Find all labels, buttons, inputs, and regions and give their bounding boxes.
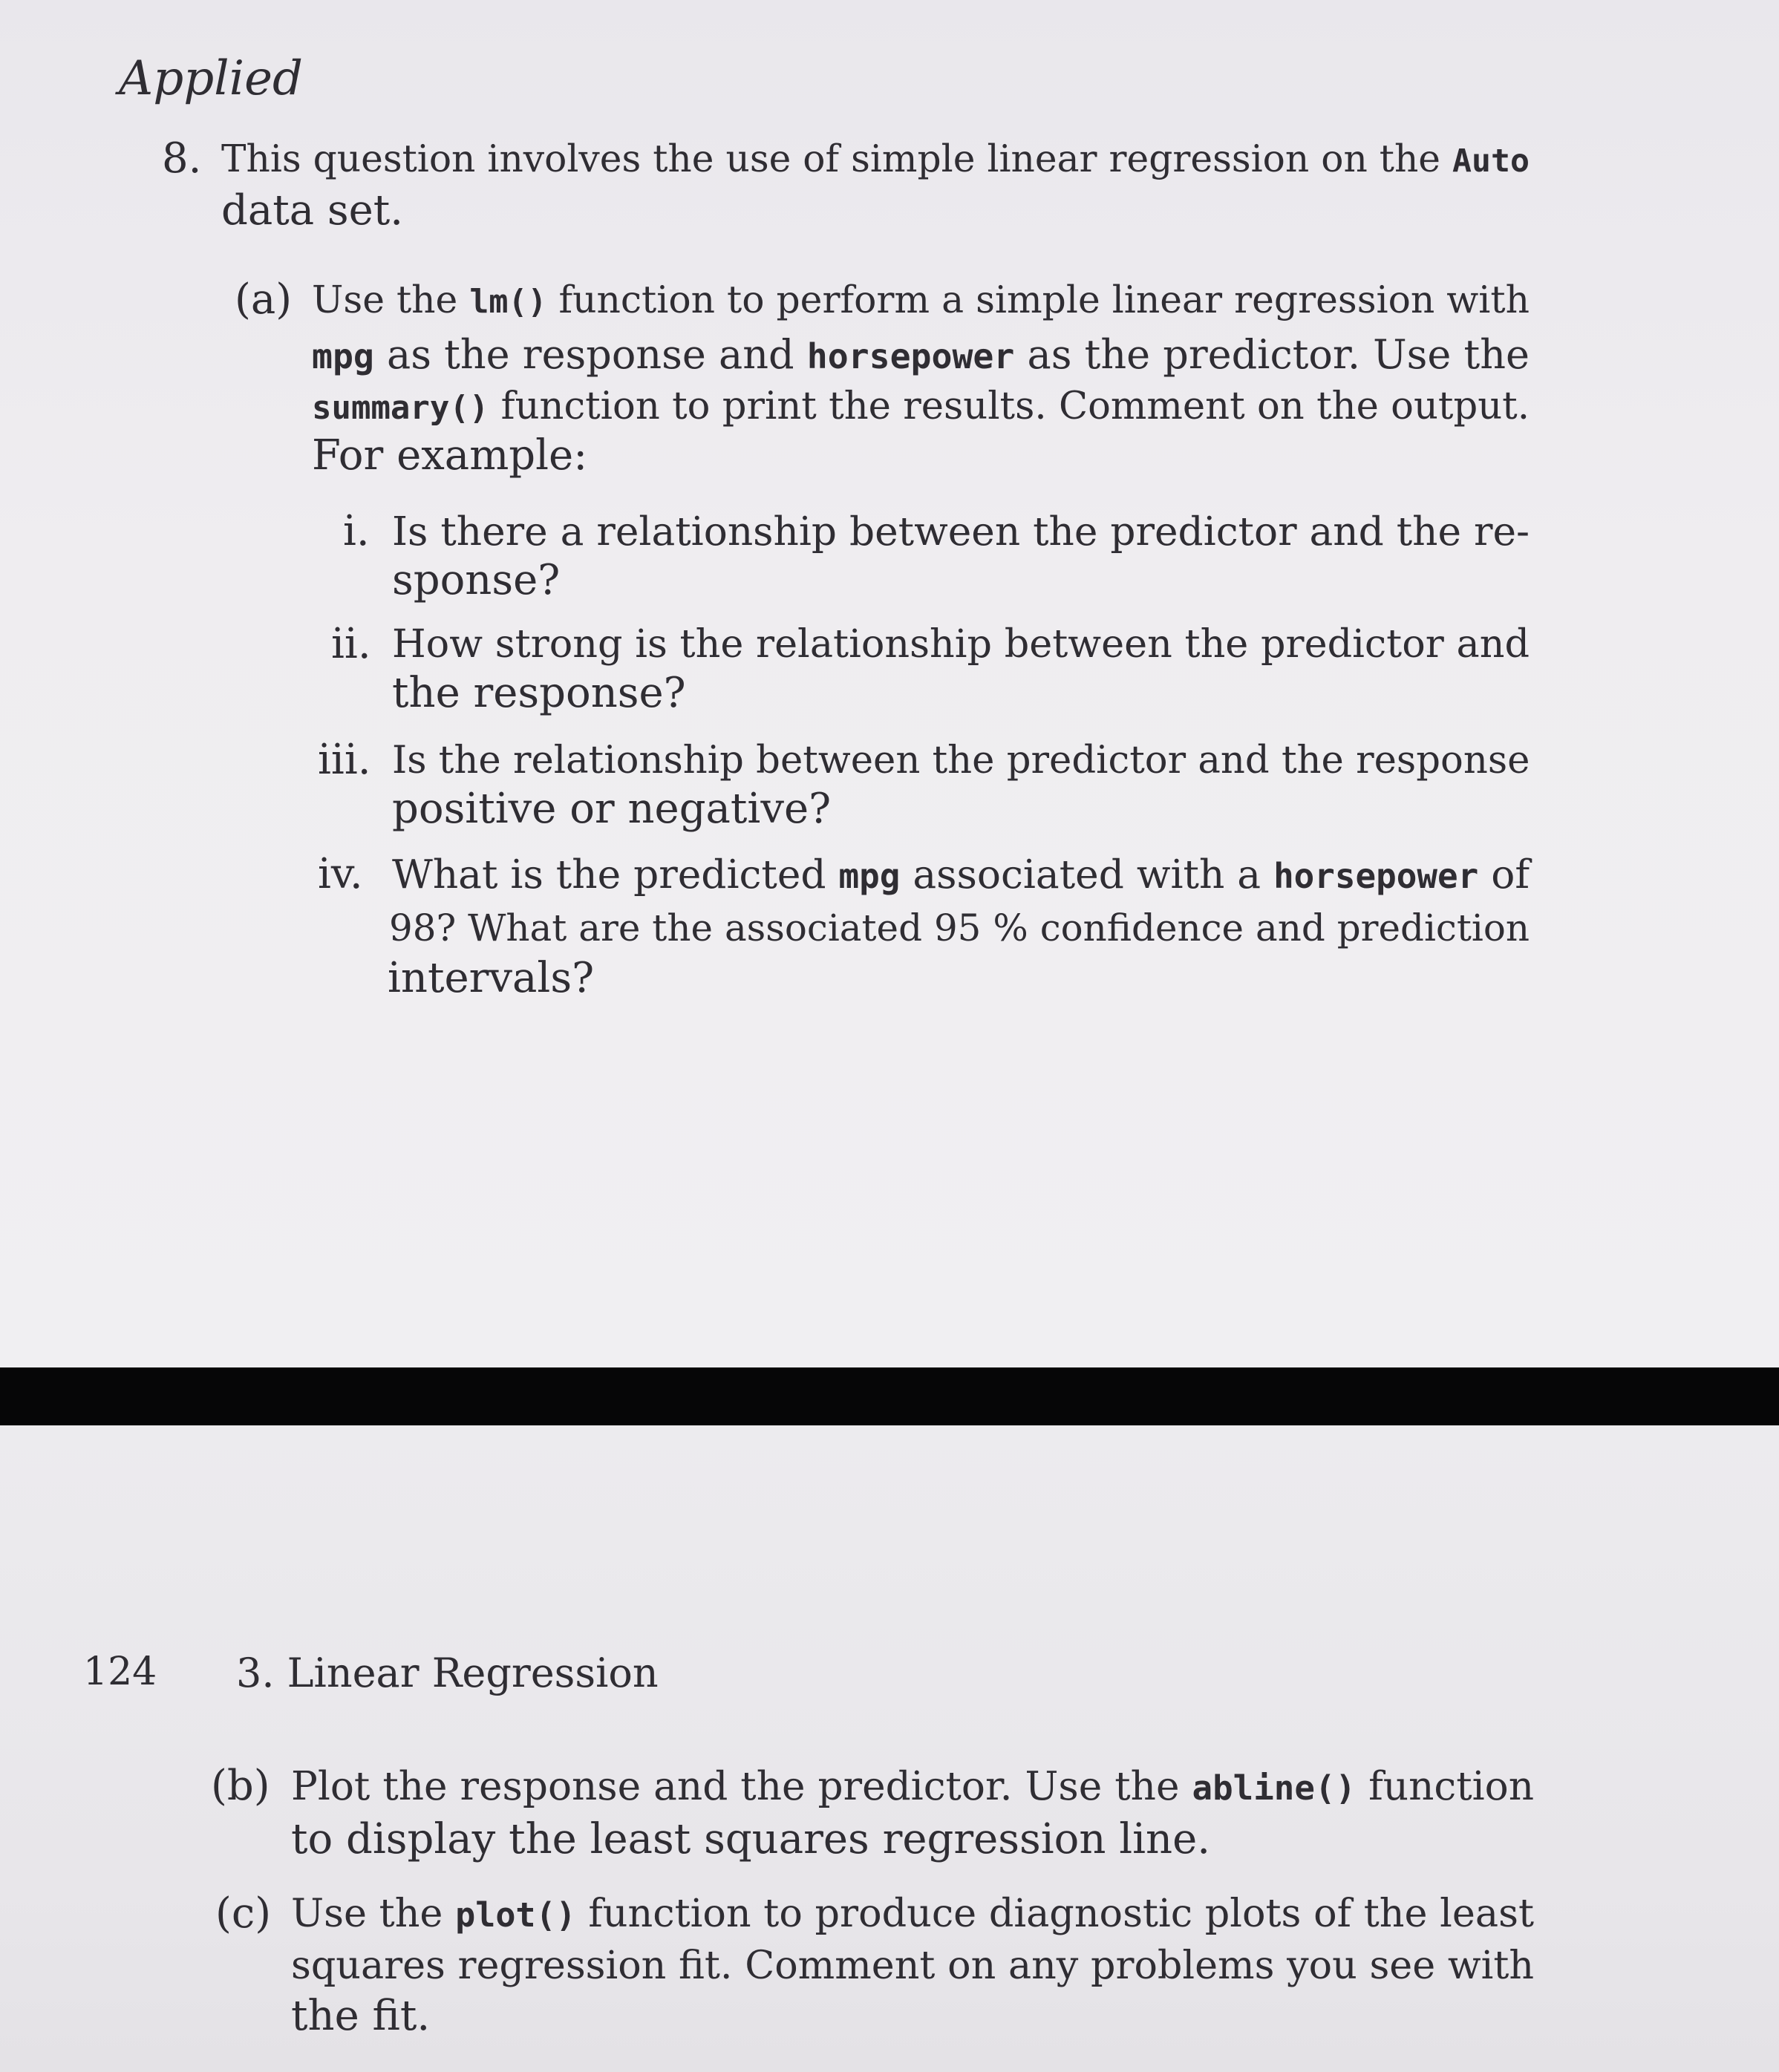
subitem-ii-line-1: How strong is the relationship between the predictor and [392, 621, 1530, 667]
subitem-i-line-2: sponse? [392, 556, 561, 604]
subitem-i-line-1: Is there a relationship between the predictor and the re- [392, 509, 1530, 555]
question-text-line-2: data set. [221, 186, 404, 235]
page-number: 124 [83, 1650, 157, 1694]
subitem-iv-line-3: intervals? [388, 954, 595, 1002]
code-horsepower-iv: horsepower [1273, 856, 1479, 896]
page-divider [0, 1367, 1779, 1425]
subitem-iii-line-2: positive or negative? [392, 785, 832, 833]
part-a-line-1: Use the lm() function to perform a simple linear regression with [312, 278, 1530, 321]
code-summary: summary() [312, 389, 489, 427]
part-c-line-3: the fit. [291, 1992, 431, 2040]
code-abline: abline() [1192, 1768, 1357, 1808]
subitem-iv-line-2: 98? What are the associated 95 % confidence and prediction [389, 906, 1530, 950]
subitem-ii-line-2: the response? [392, 669, 686, 717]
running-header: 3. Linear Regression [236, 1650, 659, 1696]
section-heading: Applied [119, 51, 303, 106]
part-a-line-4: For example: [312, 431, 588, 480]
part-b-label: (b) [211, 1762, 270, 1810]
part-b-line-1: Plot the response and the predictor. Use the abline() function [291, 1763, 1535, 1809]
subitem-i-label: i. [343, 507, 370, 555]
part-c-label: (c) [215, 1889, 272, 1938]
code-horsepower: horsepower [806, 336, 1015, 376]
subitem-ii-label: ii. [331, 620, 371, 668]
subitem-iii-label: iii. [318, 736, 371, 784]
code-plot: plot() [455, 1895, 576, 1935]
code-mpg: mpg [312, 336, 374, 376]
subitem-iv-line-1: What is the predicted mpg associated with a horsepower of [392, 851, 1530, 898]
question-text-line-1: This question involves the use of simple linear regression on the Auto [221, 137, 1530, 180]
code-auto: Auto [1452, 143, 1530, 180]
part-a-label: (a) [235, 275, 293, 324]
question-number: 8. [162, 134, 202, 183]
code-lm: lm() [469, 284, 547, 321]
part-a-line-3: summary() function to print the results. Comment on the output. [312, 385, 1530, 428]
code-mpg-iv: mpg [838, 856, 901, 896]
part-a-line-2: mpg as the response and horsepower as the predictor. Use the [312, 331, 1530, 378]
subitem-iv-label: iv. [318, 850, 363, 898]
bottom-page [0, 1425, 1779, 2072]
part-c-line-1: Use the plot() function to produce diagnostic plots of the least [291, 1891, 1534, 1936]
subitem-iii-line-1: Is the relationship between the predictor and the response [392, 738, 1530, 782]
part-b-line-2: to display the least squares regression line. [291, 1815, 1211, 1863]
part-c-line-2: squares regression fit. Comment on any problems you see with [291, 1943, 1534, 1988]
